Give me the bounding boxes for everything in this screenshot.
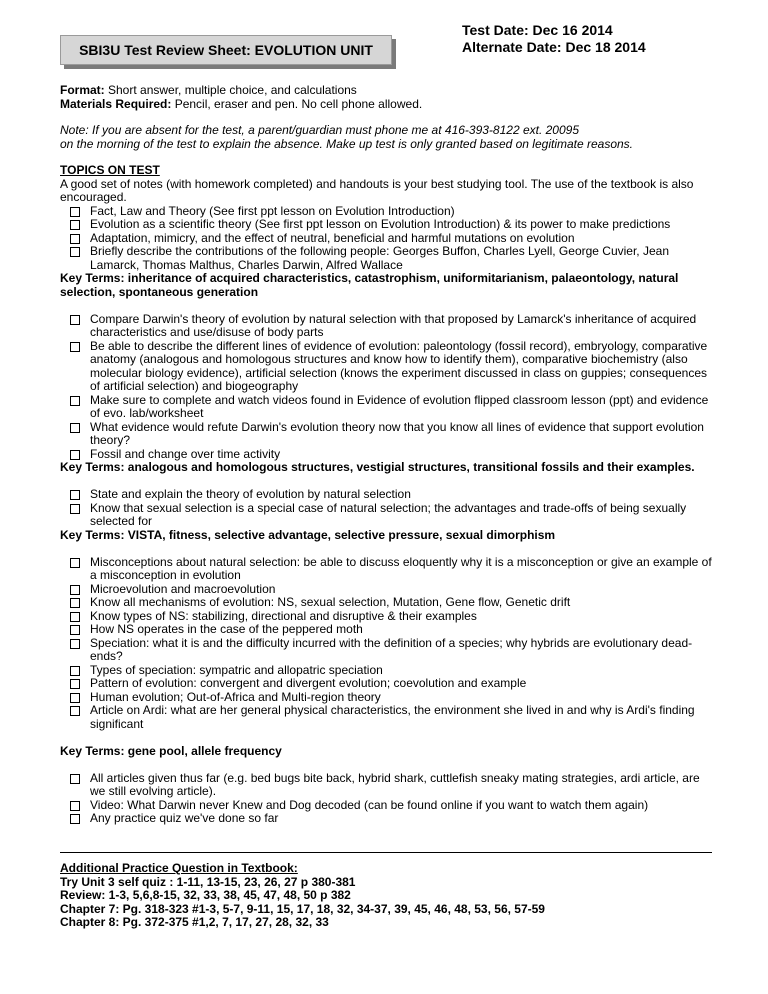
practice-line: Try Unit 3 self quiz : 1-11, 13-15, 23, 26, 27 p 380-381 — [60, 874, 356, 889]
checklist-item-text: Be able to describe the different lines of evidence of evolution: paleontology (fossil record), embryology, comparative anatomy (analogous and homologous structures and know how to identify them), comparative biochemistry (also molecular biology evidence), artificial selection (knows the experiment discussed in class on guppies; consequences of artificial selection) and biogeography — [90, 338, 708, 393]
checklist-item-text: Know all mechanisms of evolution: NS, sexual selection, Mutation, Gene flow, Genetic drift — [90, 595, 571, 609]
checkbox-icon — [70, 679, 80, 689]
checklist-item — [90, 488, 712, 502]
checklist-item-text: Article on Ardi: what are her general physical characteristics, the environment she lived in and why is Ardi's finding significant — [90, 703, 695, 731]
checkbox-icon — [70, 774, 80, 784]
checklist-item — [90, 313, 712, 340]
checklist-item — [90, 623, 712, 637]
checklist-item — [90, 610, 712, 624]
practice-heading: Additional Practice Question in Textbook: — [60, 861, 298, 875]
checklist-group-4 — [60, 556, 712, 732]
practice-line: Chapter 8: Pg. 372-375 #1,2, 7, 17, 27, 28, 32, 33 — [60, 915, 329, 929]
checkbox-icon — [70, 814, 80, 824]
checklist-item — [90, 812, 712, 826]
checklist-item-text: State and explain the theory of evolution by natural selection — [90, 487, 411, 501]
checkbox-icon — [70, 450, 80, 460]
checklist-item-text: Compare Darwin's theory of evolution by natural selection with that proposed by Lamarck's inheritance of acquired characteristics and use/disuse of body parts — [90, 311, 697, 339]
checklist-item-text: Types of speciation: sympatric and allopatric speciation — [90, 662, 383, 677]
checklist-item — [90, 677, 712, 691]
checkbox-icon — [70, 490, 80, 500]
checklist-item — [90, 205, 712, 219]
checkbox-icon — [70, 207, 80, 217]
checklist-group-1 — [60, 205, 712, 273]
checkbox-icon — [70, 315, 80, 325]
materials-line — [60, 98, 712, 112]
checkbox-icon — [70, 625, 80, 635]
checklist-item — [90, 583, 712, 597]
checklist-item-text: Microevolution and macroevolution — [90, 581, 276, 596]
checklist-item — [90, 232, 712, 246]
checklist-item-text: How NS operates in the case of the peppered moth — [90, 622, 363, 636]
checklist-item — [90, 421, 712, 448]
checkbox-icon — [70, 801, 80, 811]
checklist-item-text: Know that sexual selection is a special case of natural selection; the advantages and trade-offs of being sexually selected for — [90, 500, 687, 528]
key-terms-4: Key Terms: gene pool, allele frequency — [60, 743, 282, 758]
checklist-item — [90, 799, 712, 813]
practice-line: Chapter 7: Pg. 318-323 #1-3, 5-7, 9-11, 15, 17, 18, 32, 34-37, 39, 45, 46, 48, 53, 56, 57-59 — [60, 901, 545, 916]
practice-line: Review: 1-3, 5,6,8-15, 32, 33, 38, 45, 47, 48, 50 p 382 — [60, 888, 351, 902]
checkbox-icon — [70, 558, 80, 568]
checklist-item — [90, 637, 712, 664]
format-line — [60, 84, 712, 98]
checklist-group-2 — [60, 313, 712, 462]
materials-text: Pencil, eraser and pen. No cell phone allowed. — [171, 96, 423, 111]
checklist-item-text: Fossil and change over time activity — [90, 446, 281, 461]
practice-section — [60, 862, 712, 930]
checklist-item-text: Pattern of evolution: convergent and divergent evolution; coevolution and example — [90, 676, 527, 690]
checklist-item-text: Adaptation, mimicry, and the effect of neutral, beneficial and harmful mutations on evolution — [90, 230, 575, 245]
checklist-item-text: Misconceptions about natural selection: be able to discuss eloquently why it is a misconception or give an example of a misconception in evolution — [90, 554, 712, 582]
checklist-item — [90, 596, 712, 610]
format-label: Format: — [60, 83, 105, 97]
checklist-item-text: Any practice quiz we've done so far — [90, 811, 279, 825]
format-text: Short answer, multiple choice, and calculations — [104, 83, 357, 97]
absence-note-line1: Note: If you are absent for the test, a parent/guardian must phone me at 416-393-8122 ext. 20095 — [60, 123, 580, 137]
checklist-item — [90, 394, 712, 421]
alternate-date: Alternate Date: Dec 18 2014 — [462, 39, 646, 55]
checkbox-icon — [70, 396, 80, 406]
checklist-item-text: Human evolution; Out-of-Africa and Multi-region theory — [90, 689, 381, 704]
checkbox-icon — [70, 504, 80, 514]
checkbox-icon — [70, 666, 80, 676]
checkbox-icon — [70, 706, 80, 716]
checklist-item-text: Video: What Darwin never Knew and Dog decoded (can be found online if you want to watch them again) — [90, 797, 649, 812]
checklist-item-text: Fact, Law and Theory (See first ppt lesson on Evolution Introduction) — [90, 203, 455, 218]
checklist-item — [90, 704, 712, 731]
checklist-item-text: Speciation: what it is and the difficulty incurred with the definition of a species; why hybrids are evolutionary dead-ends? — [90, 635, 693, 663]
checklist-item — [90, 448, 712, 462]
checkbox-icon — [70, 234, 80, 244]
checkbox-icon — [70, 585, 80, 595]
checklist-item-text: Briefly describe the contributions of the following people: Georges Buffon, Charles Lyell, George Cuvier, Jean Lamarck, Thomas Malthus, Charles Darwin, Alfred Wallace — [90, 244, 669, 272]
checklist-item-text: What evidence would refute Darwin's evolution theory now that you know all lines of evidence that support evolution theory? — [90, 419, 704, 447]
checklist-item — [90, 502, 712, 529]
checklist-item — [90, 340, 712, 394]
absence-note-line2: on the morning of the test to explain the absence. Make up test is only granted based on legitimate reasons. — [60, 136, 634, 151]
checkbox-icon — [70, 598, 80, 608]
checklist-group-5 — [60, 772, 712, 826]
checkbox-icon — [70, 639, 80, 649]
checklist-item — [90, 664, 712, 678]
checklist-item — [90, 691, 712, 705]
test-date: Test Date: Dec 16 2014 — [462, 22, 613, 38]
materials-label: Materials Required: — [60, 96, 172, 111]
checklist-item-text: Evolution as a scientific theory (See first ppt lesson on Evolution Introduction) & its power to make predictions — [90, 217, 671, 231]
checkbox-icon — [70, 612, 80, 622]
checklist-item-text: Make sure to complete and watch videos found in Evidence of evolution flipped classroom lesson (ppt) and evidence of evo. lab/worksheet — [90, 392, 709, 420]
checkbox-icon — [70, 220, 80, 230]
title-banner — [60, 35, 392, 65]
topics-heading: TOPICS ON TEST — [60, 163, 160, 177]
checklist-item — [90, 218, 712, 232]
checkbox-icon — [70, 693, 80, 703]
checkbox-icon — [70, 423, 80, 433]
topics-intro: A good set of notes (with homework completed) and handouts is your best studying tool. The use of the textbook is also encouraged. — [60, 176, 694, 204]
checkbox-icon — [70, 247, 80, 257]
checklist-item-text: Know types of NS: stabilizing, directional and disruptive & their examples — [90, 608, 477, 623]
checklist-item — [90, 556, 712, 583]
page-title: SBI3U Test Review Sheet: EVOLUTION UNIT — [79, 42, 373, 58]
checklist-item — [90, 245, 712, 272]
checkbox-icon — [70, 342, 80, 352]
key-terms-1: Key Terms: inheritance of acquired characteristics, catastrophism, uniformitarianism, palaeontology, natural selection, spontaneous generation — [60, 271, 679, 299]
key-terms-2: Key Terms: analogous and homologous structures, vestigial structures, transitional fossils and their examples. — [60, 460, 695, 474]
section-divider — [60, 852, 712, 853]
key-terms-3: Key Terms: VISTA, fitness, selective advantage, selective pressure, sexual dimorphism — [60, 527, 556, 542]
checklist-item-text: All articles given thus far (e.g. bed bugs bite back, hybrid shark, cuttlefish sneaky mating strategies, ardi article, are we still evolving article). — [90, 770, 700, 798]
review-content — [60, 84, 712, 826]
test-dates — [462, 22, 646, 56]
checklist-group-3 — [60, 488, 712, 529]
checklist-item — [90, 772, 712, 799]
